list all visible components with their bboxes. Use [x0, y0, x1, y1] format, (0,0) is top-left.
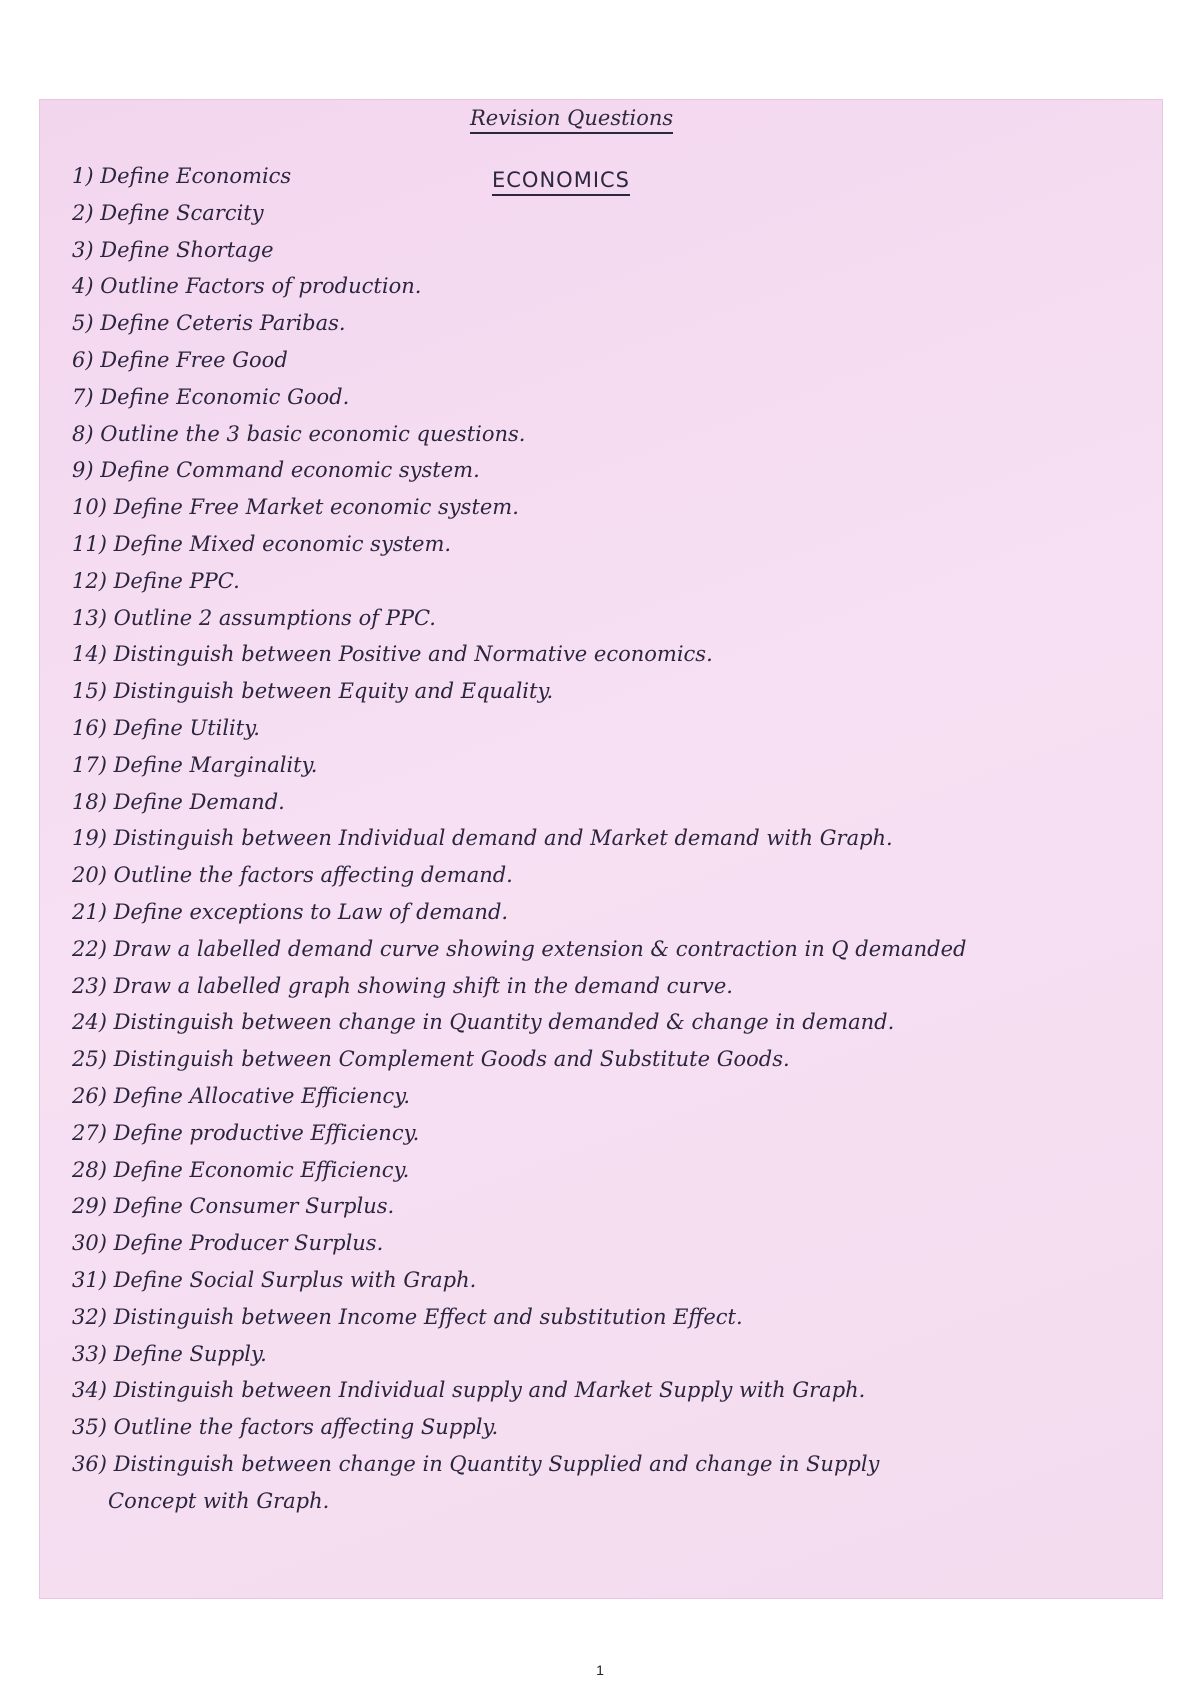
question-item: 33) Define Supply.	[72, 1341, 267, 1366]
question-item: 21) Define exceptions to Law of demand.	[72, 899, 509, 924]
question-item: 36) Distinguish between change in Quantity Supplied and change in Supply	[72, 1451, 880, 1476]
question-item: 5) Define Ceteris Paribas.	[72, 311, 346, 336]
question-item: 2) Define Scarcity	[72, 200, 264, 225]
question-item: 18) Define Demand.	[72, 789, 285, 814]
notebook-sheet	[40, 100, 1162, 1598]
page-heading: Revision Questions	[470, 106, 673, 134]
question-item: 14) Distinguish between Positive and Normative economics.	[72, 642, 713, 667]
question-item: 16) Define Utility.	[72, 715, 260, 740]
question-item: 28) Define Economic Efficiency.	[72, 1157, 410, 1182]
question-item: 29) Define Consumer Surplus.	[72, 1194, 395, 1219]
question-item: 11) Define Mixed economic system.	[72, 531, 452, 556]
question-item-continuation: Concept with Graph.	[108, 1488, 330, 1513]
question-item: 13) Outline 2 assumptions of PPC.	[72, 605, 436, 630]
question-item: 4) Outline Factors of production.	[72, 274, 422, 299]
question-item: 34) Distinguish between Individual supply and Market Supply with Graph.	[72, 1378, 866, 1403]
question-item: 19) Distinguish between Individual demand and Market demand with Graph.	[72, 826, 893, 851]
question-item: 3) Define Shortage	[72, 237, 274, 262]
question-item: 35) Outline the factors affecting Supply.	[72, 1415, 499, 1440]
question-item: 31) Define Social Surplus with Graph.	[72, 1267, 477, 1292]
question-item: 10) Define Free Market economic system.	[72, 495, 519, 520]
question-item: 7) Define Economic Good.	[72, 384, 350, 409]
question-item: 24) Distinguish between change in Quantity demanded & change in demand.	[72, 1010, 895, 1035]
question-item: 8) Outline the 3 basic economic questions.	[72, 421, 526, 446]
question-item: 20) Outline the factors affecting demand.	[72, 863, 513, 888]
question-item: 17) Define Marginality.	[72, 752, 318, 777]
question-item: 23) Draw a labelled graph showing shift in the demand curve.	[72, 973, 733, 998]
question-list	[72, 158, 1162, 1519]
question-item: 15) Distinguish between Equity and Equality.	[72, 679, 554, 704]
question-item: 9) Define Command economic system.	[72, 458, 480, 483]
question-item: 12) Define PPC.	[72, 568, 240, 593]
page-number: 1	[596, 1662, 604, 1678]
question-item: 32) Distinguish between Income Effect and substitution Effect.	[72, 1304, 743, 1329]
subject-title: ECONOMICS	[492, 168, 630, 196]
question-item: 22) Draw a labelled demand curve showing extension & contraction in Q demanded	[72, 936, 967, 961]
question-item: 6) Define Free Good	[72, 347, 288, 372]
question-item: 1) Define Economics	[72, 164, 292, 188]
question-item: 30) Define Producer Surplus.	[72, 1231, 384, 1256]
question-item: 27) Define productive Efficiency.	[72, 1120, 420, 1145]
question-item: 26) Define Allocative Efficiency.	[72, 1083, 410, 1108]
question-item: 25) Distinguish between Complement Goods and Substitute Goods.	[72, 1047, 790, 1072]
